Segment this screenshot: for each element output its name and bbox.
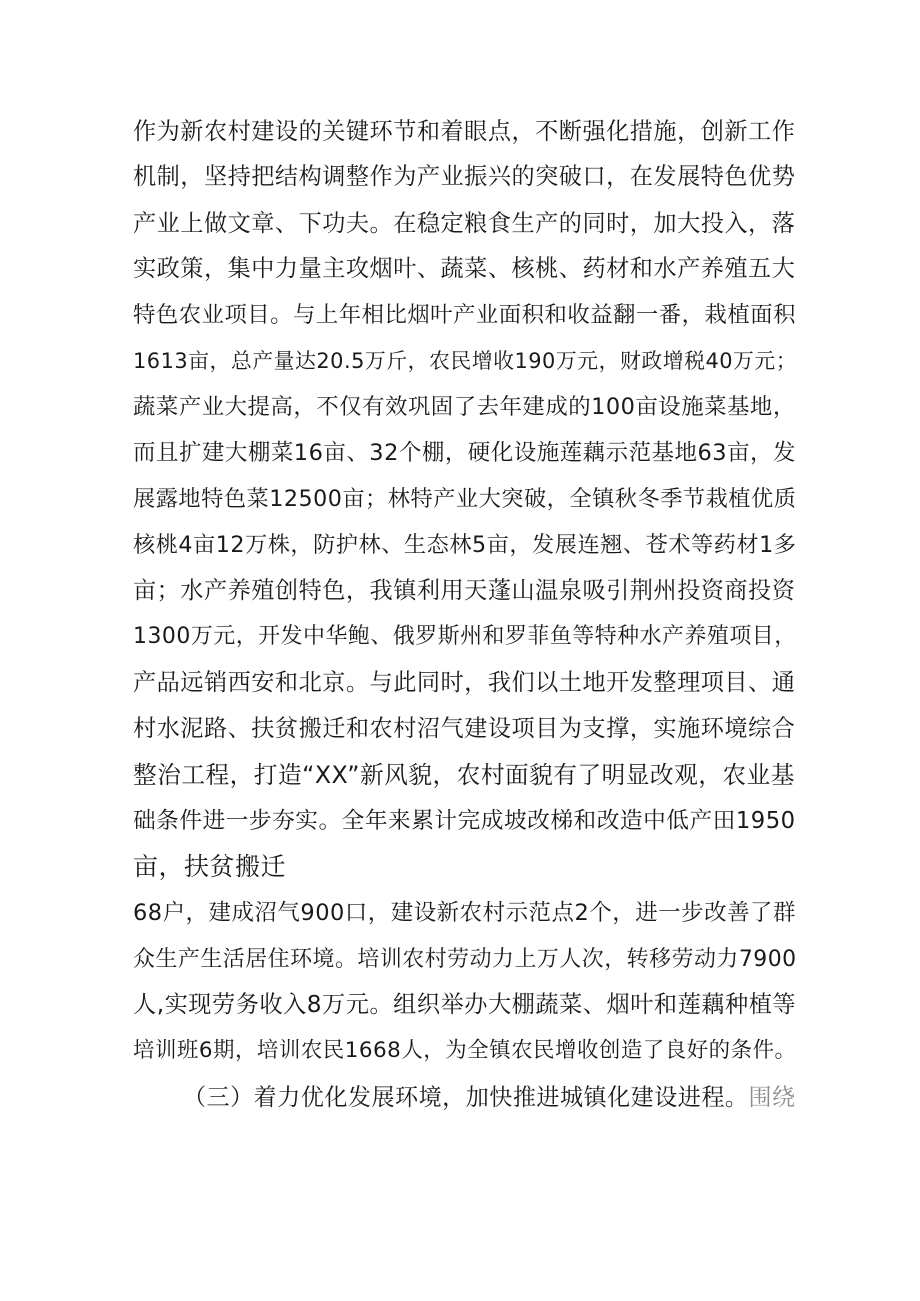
text-line-20: 人,实现劳务收入8万元。组织举办大棚蔬菜、烟叶和莲藕种植等 — [133, 991, 797, 1018]
text-line-8: 而且扩建大棚菜16亩、32个棚，硬化设施莲藕示范基地63亩，发 — [133, 440, 796, 466]
text-line-6: 1613亩，总产量达20.5万斤，农民增收190万元，财政增税40万元； — [133, 349, 798, 373]
text-line-1: 作为新农村建设的关键环节和着眼点，不断强化措施，创新工作 — [133, 118, 796, 145]
text-line-14: 村水泥路、扶贫搬迁和农村沼气建设项目为支撑，实施环境综合 — [133, 715, 796, 742]
section-heading-tail: 围绕 — [748, 1085, 796, 1111]
text-line-7: 蔬菜产业大提高，不仅有效巩固了去年建成的100亩设施菜基地， — [133, 394, 796, 420]
text-line-9: 展露地特色菜12500亩；林特产业大突破，全镇秋冬季节栽植优质 — [133, 486, 797, 512]
text-line-3: 产业上做文章、下功夫。在稳定粮食生产的同时，加大投入，落 — [133, 210, 796, 237]
text-line-21: 培训班6期，培训农民1668人，为全镇农民增收创造了良好的条件。 — [133, 1038, 797, 1063]
text-line-15: 整治工程，打造“XX”新风貌，农村面貌有了明显改观，农业基 — [133, 761, 795, 789]
text-line-16: 础条件进一步夯实。全年来累计完成坡改梯和改造中低产田1950 — [133, 808, 796, 834]
text-line-17: 亩，扶贫搬迁 — [133, 852, 287, 881]
text-line-2: 机制，坚持把结构调整作为产业振兴的突破口，在发展特色优势 — [133, 163, 796, 190]
text-line-19: 众生产生活居住环境。培训农村劳动力上万人次，转移劳动力7900 — [133, 947, 797, 972]
section-heading-text: （三）着力优化发展环境，加快推进城镇化建设进程。 — [183, 1085, 749, 1111]
text-line-12: 1300万元，开发中华鲍、俄罗斯州和罗菲鱼等特种水产养殖项目， — [133, 624, 797, 649]
text-line-11: 亩；水产养殖创特色，我镇利用天蓬山温泉吸引荆州投资商投资 — [133, 577, 796, 604]
text-line-4: 实政策，集中力量主攻烟叶、蔬菜、核桃、药材和水产养殖五大 — [133, 255, 796, 282]
text-line-13: 产品远销西安和北京。与此同时，我们以土地开发整理项目、通 — [133, 669, 796, 696]
text-line-10: 核桃4亩12万株，防护林、生态林5亩，发展连翘、苍术等药材1多 — [133, 532, 797, 558]
section-heading — [183, 1083, 796, 1113]
text-line-18: 68户，建成沼气900口，建设新农村示范点2个，进一步改善了群 — [133, 900, 796, 926]
text-line-5: 特色农业项目。与上年相比烟叶产业面积和收益翻一番，栽植面积 — [133, 302, 796, 328]
